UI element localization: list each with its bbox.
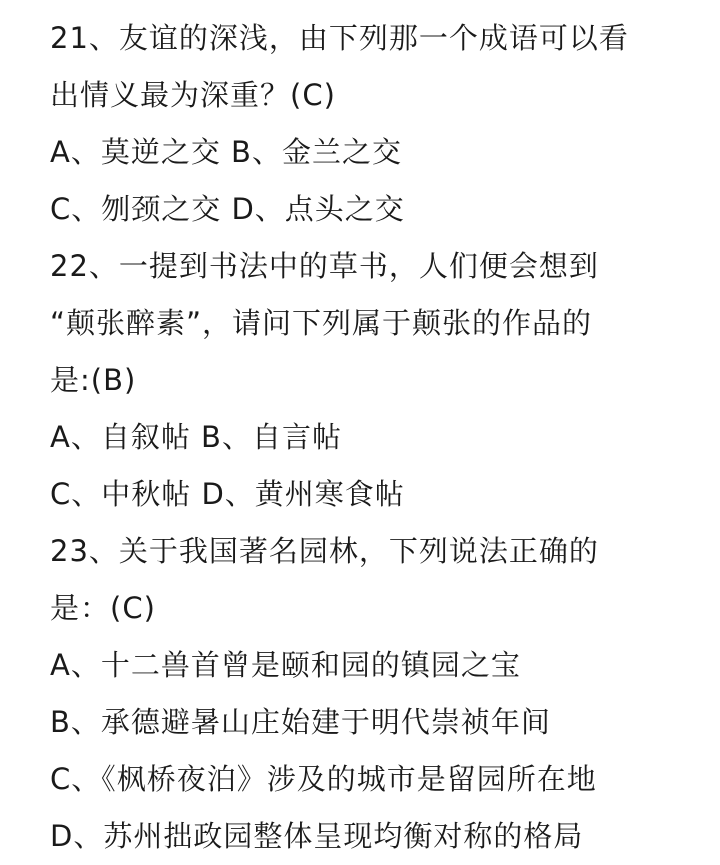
question-22-text-line-3: 是:(B): [50, 363, 137, 397]
question-22-text-line-1: 22、一提到书法中的草书，人们便会想到: [50, 249, 599, 283]
question-21-text-line-1: 21、友谊的深浅，由下列那一个成语可以看: [50, 21, 629, 55]
question-23-option-b: B、承德避暑山庄始建于明代崇祯年间: [50, 705, 551, 739]
question-21-options-ab: A、莫逆之交 B、金兰之交: [50, 135, 402, 169]
question-23-text-line-2: 是：(C): [50, 591, 156, 625]
question-21-text-line-2: 出情义最为深重？(C): [50, 78, 336, 112]
question-22-text-line-2: “颠张醉素”，请问下列属于颠张的作品的: [50, 306, 593, 340]
question-23-text-line-1: 23、关于我国著名园林，下列说法正确的: [50, 534, 599, 568]
question-23-option-a: A、十二兽首曾是颐和园的镇园之宝: [50, 648, 521, 682]
question-22-options-ab: A、自叙帖 B、自言帖: [50, 420, 342, 454]
question-21-options-cd: C、刎颈之交 D、点头之交: [50, 192, 405, 226]
question-23-option-d: D、苏州拙政园整体呈现均衡对称的格局: [50, 819, 584, 853]
question-23-option-c: C、《枫桥夜泊》涉及的城市是留园所在地: [50, 762, 597, 796]
question-22-options-cd: C、中秋帖 D、黄州寒食帖: [50, 477, 405, 511]
